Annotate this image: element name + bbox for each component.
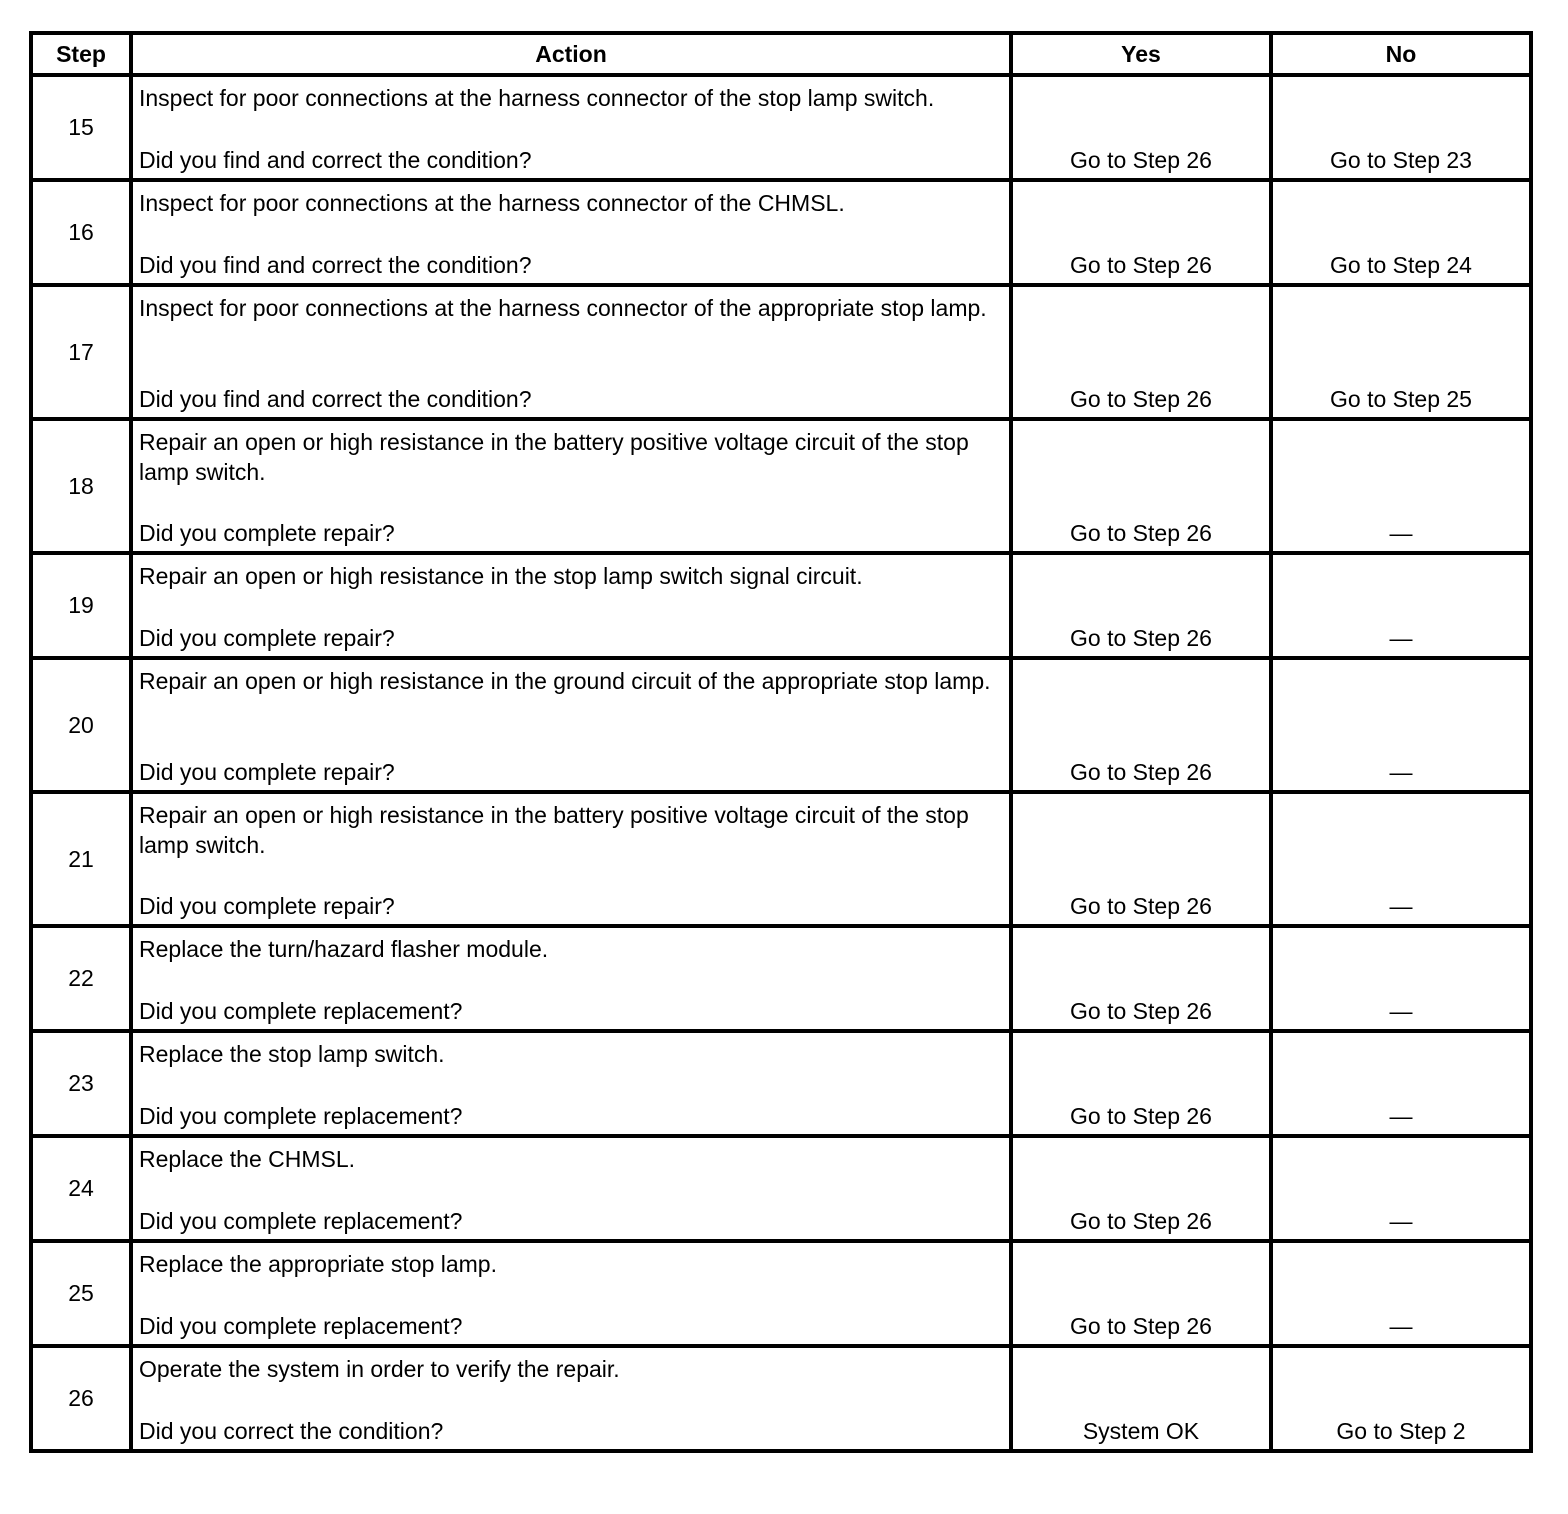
action-text: Replace the turn/hazard flasher module. bbox=[139, 936, 549, 962]
action-cell bbox=[131, 1031, 1011, 1136]
step-number: 25 bbox=[31, 1241, 131, 1346]
step-number: 17 bbox=[31, 285, 131, 419]
step-number: 21 bbox=[31, 792, 131, 926]
action-cell bbox=[131, 75, 1011, 180]
action-question: Did you correct the condition? bbox=[139, 1418, 444, 1444]
yes-cell bbox=[1011, 75, 1271, 180]
diagnostic-table bbox=[29, 31, 1533, 1453]
no-cell bbox=[1271, 792, 1531, 926]
yes-result: Go to Step 26 bbox=[1070, 893, 1212, 919]
action-question: Did you complete replacement? bbox=[139, 1313, 463, 1339]
yes-cell bbox=[1011, 926, 1271, 1031]
no-cell bbox=[1271, 1241, 1531, 1346]
no-result: — bbox=[1389, 998, 1413, 1024]
action-cell bbox=[131, 926, 1011, 1031]
action-question: Did you complete replacement? bbox=[139, 1208, 463, 1234]
action-text: Repair an open or high resistance in the battery positive voltage circuit of the stop lamp switch. bbox=[139, 429, 969, 485]
table-row bbox=[31, 926, 1531, 1031]
yes-result: Go to Step 26 bbox=[1070, 147, 1212, 173]
step-number: 20 bbox=[31, 658, 131, 792]
no-cell bbox=[1271, 1136, 1531, 1241]
yes-result: Go to Step 26 bbox=[1070, 1208, 1212, 1234]
no-result: — bbox=[1389, 893, 1413, 919]
action-text: Repair an open or high resistance in the battery positive voltage circuit of the stop lamp switch. bbox=[139, 802, 969, 858]
header-no: No bbox=[1271, 33, 1531, 75]
no-result: Go to Step 25 bbox=[1330, 386, 1472, 412]
action-text: Inspect for poor connections at the harness connector of the CHMSL. bbox=[139, 190, 845, 216]
action-text: Operate the system in order to verify the repair. bbox=[139, 1356, 620, 1382]
header-action: Action bbox=[131, 33, 1011, 75]
action-text: Replace the appropriate stop lamp. bbox=[139, 1251, 497, 1277]
no-result: — bbox=[1389, 520, 1413, 546]
table-row bbox=[31, 1031, 1531, 1136]
no-cell bbox=[1271, 75, 1531, 180]
no-result: — bbox=[1389, 759, 1413, 785]
action-cell bbox=[131, 792, 1011, 926]
table-row bbox=[31, 419, 1531, 553]
no-cell bbox=[1271, 419, 1531, 553]
action-question: Did you find and correct the condition? bbox=[139, 147, 532, 173]
yes-cell bbox=[1011, 1346, 1271, 1451]
yes-cell bbox=[1011, 1241, 1271, 1346]
action-text: Inspect for poor connections at the harness connector of the stop lamp switch. bbox=[139, 85, 935, 111]
step-number: 22 bbox=[31, 926, 131, 1031]
table-row bbox=[31, 1241, 1531, 1346]
action-question: Did you complete repair? bbox=[139, 893, 395, 919]
yes-result: Go to Step 26 bbox=[1070, 386, 1212, 412]
yes-cell bbox=[1011, 1136, 1271, 1241]
step-number: 19 bbox=[31, 553, 131, 658]
no-result: — bbox=[1389, 1313, 1413, 1339]
yes-result: Go to Step 26 bbox=[1070, 1313, 1212, 1339]
action-cell bbox=[131, 553, 1011, 658]
table-row bbox=[31, 285, 1531, 419]
no-result: Go to Step 24 bbox=[1330, 252, 1472, 278]
action-question: Did you complete replacement? bbox=[139, 998, 463, 1024]
step-number: 26 bbox=[31, 1346, 131, 1451]
action-cell bbox=[131, 1136, 1011, 1241]
action-cell bbox=[131, 180, 1011, 285]
step-number: 15 bbox=[31, 75, 131, 180]
table-row bbox=[31, 1346, 1531, 1451]
table-row bbox=[31, 658, 1531, 792]
action-cell bbox=[131, 1241, 1011, 1346]
action-question: Did you find and correct the condition? bbox=[139, 252, 532, 278]
header-step: Step bbox=[31, 33, 131, 75]
yes-cell bbox=[1011, 553, 1271, 658]
no-result: — bbox=[1389, 625, 1413, 651]
yes-result: Go to Step 26 bbox=[1070, 625, 1212, 651]
no-cell bbox=[1271, 285, 1531, 419]
step-number: 23 bbox=[31, 1031, 131, 1136]
action-question: Did you complete replacement? bbox=[139, 1103, 463, 1129]
table-row bbox=[31, 1136, 1531, 1241]
yes-result: Go to Step 26 bbox=[1070, 1103, 1212, 1129]
action-text: Inspect for poor connections at the harness connector of the appropriate stop lamp. bbox=[139, 295, 987, 321]
yes-cell bbox=[1011, 658, 1271, 792]
yes-cell bbox=[1011, 1031, 1271, 1136]
table-row bbox=[31, 792, 1531, 926]
action-question: Did you find and correct the condition? bbox=[139, 386, 532, 412]
action-text: Repair an open or high resistance in the stop lamp switch signal circuit. bbox=[139, 563, 863, 589]
action-cell bbox=[131, 419, 1011, 553]
action-text: Replace the CHMSL. bbox=[139, 1146, 356, 1172]
step-number: 18 bbox=[31, 419, 131, 553]
table-row bbox=[31, 180, 1531, 285]
no-result: Go to Step 23 bbox=[1330, 147, 1472, 173]
action-question: Did you complete repair? bbox=[139, 625, 395, 651]
yes-result: Go to Step 26 bbox=[1070, 252, 1212, 278]
no-cell bbox=[1271, 553, 1531, 658]
action-cell bbox=[131, 285, 1011, 419]
yes-cell bbox=[1011, 792, 1271, 926]
yes-result: Go to Step 26 bbox=[1070, 759, 1212, 785]
step-number: 16 bbox=[31, 180, 131, 285]
table-row bbox=[31, 75, 1531, 180]
yes-result: Go to Step 26 bbox=[1070, 998, 1212, 1024]
step-number: 24 bbox=[31, 1136, 131, 1241]
action-text: Repair an open or high resistance in the ground circuit of the appropriate stop lamp. bbox=[139, 668, 991, 694]
yes-result: Go to Step 26 bbox=[1070, 520, 1212, 546]
header-yes: Yes bbox=[1011, 33, 1271, 75]
no-result: — bbox=[1389, 1208, 1413, 1234]
no-result: Go to Step 2 bbox=[1336, 1418, 1466, 1444]
yes-cell bbox=[1011, 285, 1271, 419]
action-cell bbox=[131, 658, 1011, 792]
yes-result: System OK bbox=[1082, 1418, 1200, 1444]
no-cell bbox=[1271, 658, 1531, 792]
action-question: Did you complete repair? bbox=[139, 759, 395, 785]
yes-cell bbox=[1011, 180, 1271, 285]
no-cell bbox=[1271, 1346, 1531, 1451]
yes-cell bbox=[1011, 419, 1271, 553]
no-cell bbox=[1271, 180, 1531, 285]
action-text: Replace the stop lamp switch. bbox=[139, 1041, 445, 1067]
action-cell bbox=[131, 1346, 1011, 1451]
header-row bbox=[31, 33, 1531, 75]
no-cell bbox=[1271, 1031, 1531, 1136]
action-question: Did you complete repair? bbox=[139, 520, 395, 546]
no-result: — bbox=[1389, 1103, 1413, 1129]
table-row bbox=[31, 553, 1531, 658]
no-cell bbox=[1271, 926, 1531, 1031]
